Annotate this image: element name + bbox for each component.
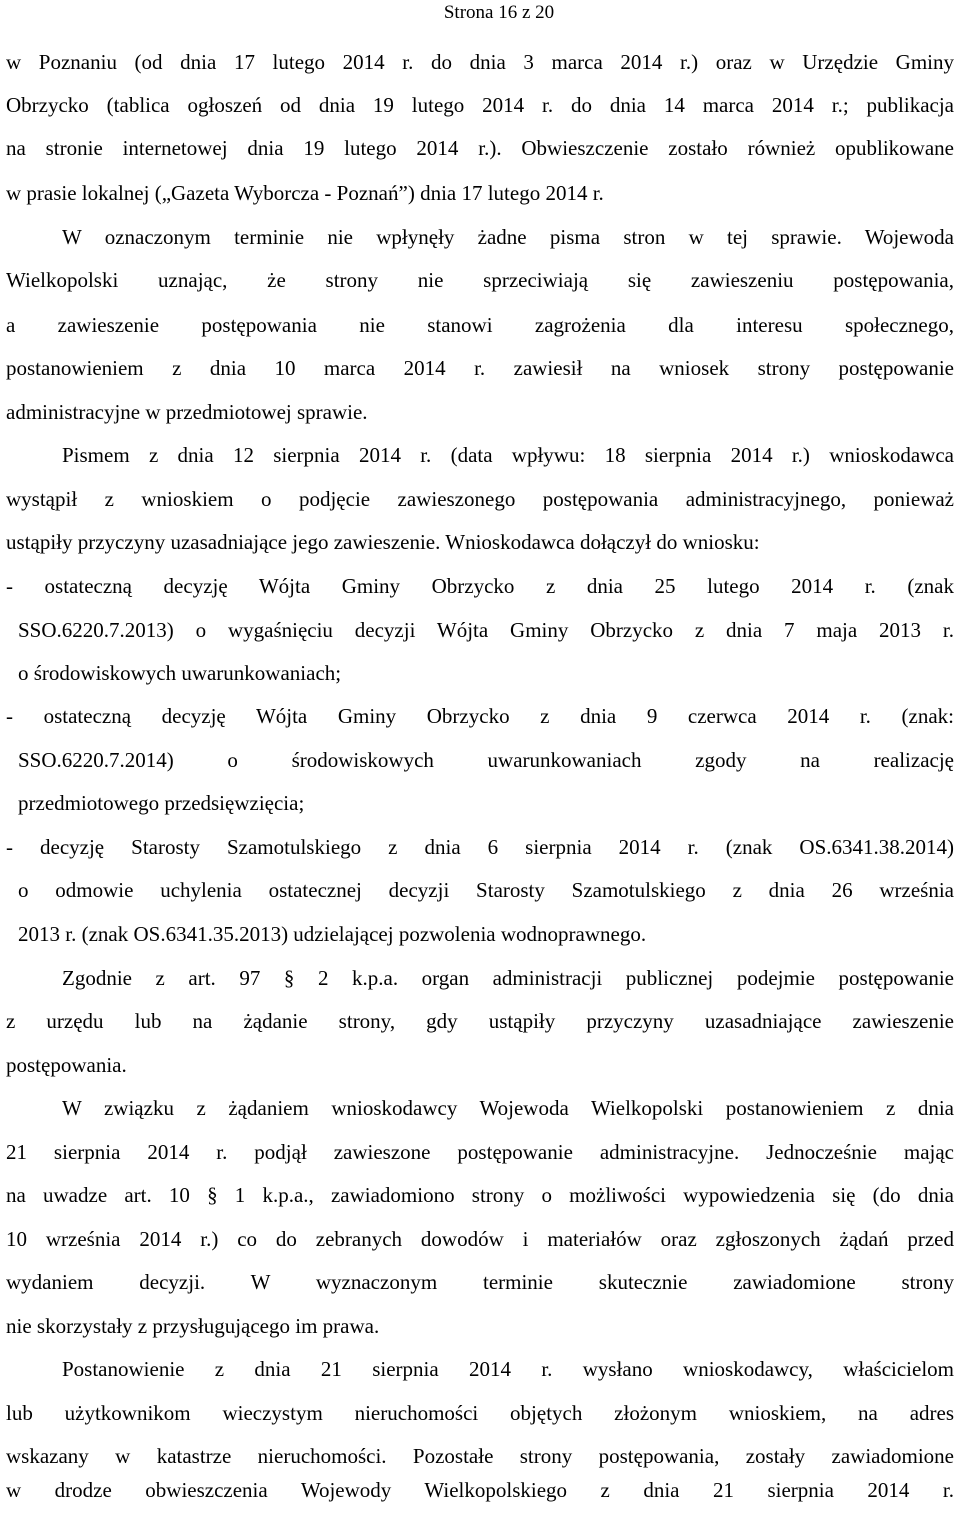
text-line: Postanowienie z dnia 21 sierpnia 2014 r. wysłano wnioskodawcy, właścicielom xyxy=(62,1357,954,1381)
text-line: - decyzję Starosty Szamotulskiego z dnia 6 sierpnia 2014 r. (znak OS.6341.38.2014) xyxy=(6,835,954,859)
text-line: lub użytkownikom wieczystym nieruchomości objętych złożonym wnioskiem, na adres xyxy=(6,1401,954,1425)
text-line: W oznaczonym terminie nie wpłynęły żadne pisma stron w tej sprawie. Wojewoda xyxy=(62,225,954,249)
text-line: W związku z żądaniem wnioskodawcy Wojewoda Wielkopolski postanowieniem z dnia xyxy=(62,1096,954,1120)
text-line: ustąpiły przyczyny uzasadniające jego zawieszenie. Wnioskodawca dołączył do wniosku: xyxy=(6,530,760,554)
text-line: w drodze obwieszczenia Wojewody Wielkopolskiego z dnia 21 sierpnia 2014 r. xyxy=(6,1478,954,1502)
text-line: - ostateczną decyzję Wójta Gminy Obrzycko z dnia 9 czerwca 2014 r. (znak: xyxy=(6,704,954,728)
text-line: postanowieniem z dnia 10 marca 2014 r. zawiesił na wniosek strony postępowanie xyxy=(6,356,954,380)
text-line: wydaniem decyzji. W wyznaczonym terminie skutecznie zawiadomione strony xyxy=(6,1270,954,1294)
text-line: o środowiskowych uwarunkowaniach; xyxy=(18,661,342,685)
text-line: - ostateczną decyzję Wójta Gminy Obrzycko z dnia 25 lutego 2014 r. (znak xyxy=(6,574,954,598)
page-number-header: Strona 16 z 20 xyxy=(443,2,555,23)
text-line: na stronie internetowej dnia 19 lutego 2014 r.). Obwieszczenie zostało również opublikowane xyxy=(6,136,954,160)
text-line: wskazany w katastrze nieruchomości. Pozostałe strony postępowania, zostały zawiadomione xyxy=(6,1444,954,1468)
text-line: SSO.6220.7.2013) o wygaśnięciu decyzji Wójta Gminy Obrzycko z dnia 7 maja 2013 r. xyxy=(18,618,954,642)
text-line: Wielkopolski uznając, że strony nie sprzeciwiają się zawieszeniu postępowania, xyxy=(6,268,954,292)
text-line: 10 września 2014 r.) co do zebranych dowodów i materiałów oraz zgłoszonych żądań przed xyxy=(6,1227,954,1251)
text-line: w prasie lokalnej („Gazeta Wyborcza - Poznań”) dnia 17 lutego 2014 r. xyxy=(6,181,604,205)
text-line: przedmiotowego przedsięwzięcia; xyxy=(18,791,305,815)
text-line: nie skorzystały z przysługującego im prawa. xyxy=(6,1314,380,1338)
text-line: o odmowie uchylenia ostatecznej decyzji Starosty Szamotulskiego z dnia 26 września xyxy=(18,878,954,902)
text-line: 21 sierpnia 2014 r. podjął zawieszone postępowanie administracyjne. Jednocześnie mając xyxy=(6,1140,954,1164)
text-line: Zgodnie z art. 97 § 2 k.p.a. organ administracji publicznej podejmie postępowanie xyxy=(62,966,954,990)
text-line: Obrzycko (tablica ogłoszeń od dnia 19 lutego 2014 r. do dnia 14 marca 2014 r.; publikacja xyxy=(6,93,954,117)
text-line: wystąpił z wnioskiem o podjęcie zawieszonego postępowania administracyjnego, ponieważ xyxy=(6,487,954,511)
text-line: a zawieszenie postępowania nie stanowi zagrożenia dla interesu społecznego, xyxy=(6,313,954,337)
text-line: administracyjne w przedmiotowej sprawie. xyxy=(6,400,368,424)
text-line: w Poznaniu (od dnia 17 lutego 2014 r. do dnia 3 marca 2014 r.) oraz w Urzędzie Gminy xyxy=(6,50,954,74)
text-line: na uwadze art. 10 § 1 k.p.a., zawiadomiono strony o możliwości wypowiedzenia się (do dnia xyxy=(6,1183,954,1207)
text-line: 2013 r. (znak OS.6341.35.2013) udzielającej pozwolenia wodnoprawnego. xyxy=(18,922,647,946)
text-line: Pismem z dnia 12 sierpnia 2014 r. (data wpływu: 18 sierpnia 2014 r.) wnioskodawca xyxy=(62,443,954,467)
text-line: z urzędu lub na żądanie strony, gdy ustąpiły przyczyny uzasadniające zawieszenie xyxy=(6,1009,954,1033)
text-line: postępowania. xyxy=(6,1053,127,1077)
text-line: SSO.6220.7.2014) o środowiskowych uwarunkowaniach zgody na realizację xyxy=(18,748,954,772)
